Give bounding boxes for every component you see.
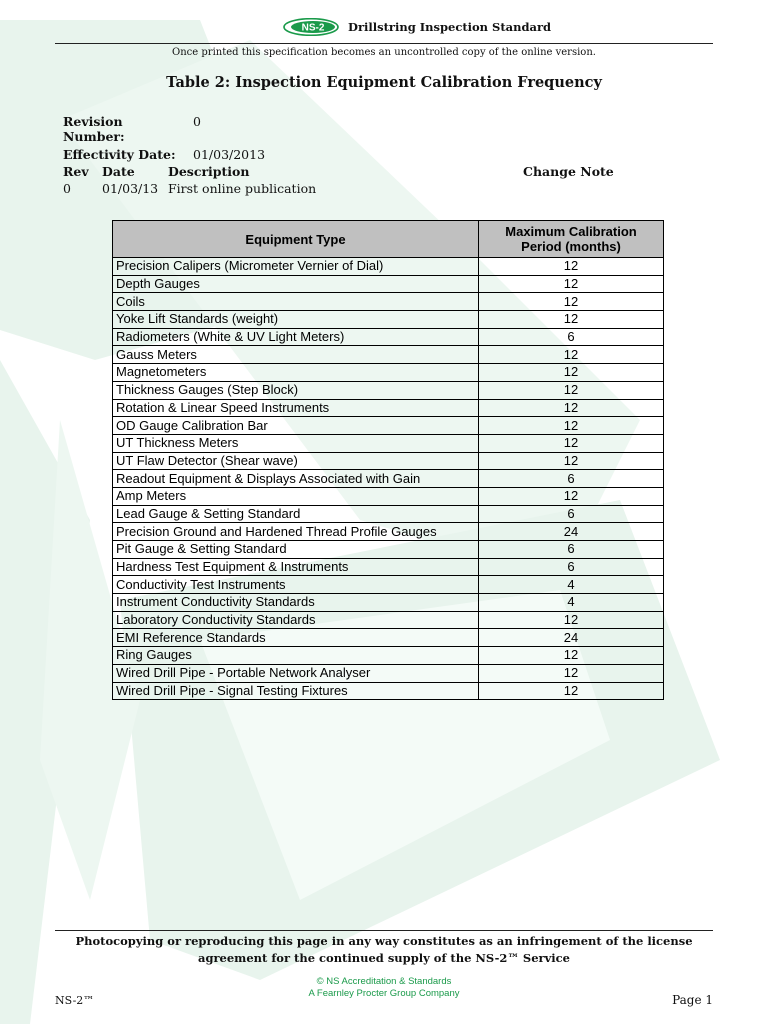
- table-row: [113, 258, 664, 276]
- table-header-row: [113, 221, 664, 258]
- calibration-period-cell: 12: [479, 275, 664, 293]
- copyright-notice: © NS Accreditation & Standards A Fearnley Procter Group Company: [308, 976, 460, 999]
- ns2-logo-text: NS-2: [301, 22, 325, 34]
- table-row: [113, 434, 664, 452]
- footer-rule: [55, 930, 713, 931]
- table-row: [113, 576, 664, 594]
- table-row: [113, 664, 664, 682]
- page-number: Page 1: [672, 993, 713, 1007]
- calibration-period-cell: 12: [479, 293, 664, 311]
- equipment-type-cell: Laboratory Conductivity Standards: [113, 611, 479, 629]
- calibration-period-cell: 4: [479, 594, 664, 612]
- calibration-period-cell: 4: [479, 576, 664, 594]
- equipment-type-cell: UT Thickness Meters: [113, 434, 479, 452]
- equipment-type-cell: Depth Gauges: [113, 275, 479, 293]
- calibration-period-cell: 12: [479, 664, 664, 682]
- equipment-type-cell: OD Gauge Calibration Bar: [113, 417, 479, 435]
- history-header-description: Description: [168, 164, 250, 179]
- table-row: [113, 381, 664, 399]
- equipment-type-cell: Wired Drill Pipe - Portable Network Analyser: [113, 664, 479, 682]
- equipment-type-cell: Thickness Gauges (Step Block): [113, 381, 479, 399]
- calibration-period-cell: 12: [479, 258, 664, 276]
- calibration-period-cell: 12: [479, 364, 664, 382]
- history-header-change-note: Change Note: [523, 164, 614, 179]
- calibration-period-cell: 12: [479, 434, 664, 452]
- column-header-equipment-type: Equipment Type: [113, 221, 479, 258]
- table-row: [113, 541, 664, 559]
- history-row-rev: 0: [63, 181, 71, 196]
- equipment-type-cell: Rotation & Linear Speed Instruments: [113, 399, 479, 417]
- revision-value: 0: [193, 114, 201, 129]
- calibration-period-cell: 12: [479, 346, 664, 364]
- table-row: [113, 558, 664, 576]
- table-row: [113, 647, 664, 665]
- table-row: [113, 682, 664, 700]
- effectivity-value: 01/03/2013: [193, 147, 266, 162]
- calibration-period-cell: 6: [479, 505, 664, 523]
- header-title: Drillstring Inspection Standard: [348, 20, 552, 34]
- table-row: [113, 275, 664, 293]
- calibration-period-cell: 24: [479, 629, 664, 647]
- table-row: [113, 399, 664, 417]
- calibration-period-cell: 12: [479, 647, 664, 665]
- equipment-type-cell: UT Flaw Detector (Shear wave): [113, 452, 479, 470]
- calibration-period-cell: 12: [479, 311, 664, 329]
- history-header-rev: Rev: [63, 164, 89, 179]
- document-title: Table 2: Inspection Equipment Calibration Frequency: [166, 74, 602, 91]
- table-row: [113, 611, 664, 629]
- equipment-type-cell: Precision Ground and Hardened Thread Profile Gauges: [113, 523, 479, 541]
- equipment-type-cell: Hardness Test Equipment & Instruments: [113, 558, 479, 576]
- calibration-period-cell: 12: [479, 487, 664, 505]
- calibration-period-cell: 6: [479, 328, 664, 346]
- equipment-type-cell: Pit Gauge & Setting Standard: [113, 541, 479, 559]
- table-row: [113, 364, 664, 382]
- table-row: [113, 594, 664, 612]
- calibration-period-cell: 6: [479, 541, 664, 559]
- ns2-logo: [283, 18, 339, 36]
- history-row-description: First online publication: [168, 181, 317, 196]
- table-row: [113, 629, 664, 647]
- page-header: [0, 16, 768, 40]
- license-notice: Photocopying or reproducing this page in any way constitutes as an infringement of the license agreement for the continued supply of the NS-2™ Service: [75, 934, 693, 965]
- footer-ns2-mark: NS-2™: [55, 994, 95, 1007]
- equipment-type-cell: Ring Gauges: [113, 647, 479, 665]
- column-header-max-calibration-period: Maximum Calibration Period (months): [479, 221, 664, 258]
- table-row: [113, 523, 664, 541]
- equipment-type-cell: EMI Reference Standards: [113, 629, 479, 647]
- calibration-period-cell: 12: [479, 452, 664, 470]
- table-row: [113, 470, 664, 488]
- calibration-period-cell: 6: [479, 470, 664, 488]
- calibration-period-cell: 12: [479, 611, 664, 629]
- table-row: [113, 346, 664, 364]
- calibration-period-cell: 24: [479, 523, 664, 541]
- calibration-period-cell: 12: [479, 381, 664, 399]
- equipment-type-cell: Gauss Meters: [113, 346, 479, 364]
- equipment-type-cell: Readout Equipment & Displays Associated with Gain: [113, 470, 479, 488]
- calibration-period-cell: 12: [479, 417, 664, 435]
- calibration-period-cell: 6: [479, 558, 664, 576]
- equipment-type-cell: Radiometers (White & UV Light Meters): [113, 328, 479, 346]
- equipment-type-cell: Coils: [113, 293, 479, 311]
- equipment-type-cell: Amp Meters: [113, 487, 479, 505]
- table-row: [113, 417, 664, 435]
- calibration-period-cell: 12: [479, 682, 664, 700]
- equipment-type-cell: Precision Calipers (Micrometer Vernier of Dial): [113, 258, 479, 276]
- equipment-type-cell: Conductivity Test Instruments: [113, 576, 479, 594]
- table-row: [113, 452, 664, 470]
- uncontrolled-copy-notice: Once printed this specification becomes an uncontrolled copy of the online version.: [172, 47, 596, 58]
- table-row: [113, 328, 664, 346]
- calibration-table: [112, 220, 664, 700]
- equipment-type-cell: Lead Gauge & Setting Standard: [113, 505, 479, 523]
- table-row: [113, 505, 664, 523]
- effectivity-label: Effectivity Date:: [63, 147, 176, 162]
- equipment-type-cell: Magnetometers: [113, 364, 479, 382]
- table-row: [113, 311, 664, 329]
- equipment-type-cell: Instrument Conductivity Standards: [113, 594, 479, 612]
- history-row-date: 01/03/13: [102, 181, 159, 196]
- equipment-type-cell: Yoke Lift Standards (weight): [113, 311, 479, 329]
- table-row: [113, 487, 664, 505]
- history-header-date: Date: [102, 164, 135, 179]
- calibration-period-cell: 12: [479, 399, 664, 417]
- header-rule: [55, 43, 713, 44]
- revision-label: Revision Number:: [63, 114, 125, 144]
- table-row: [113, 293, 664, 311]
- equipment-type-cell: Wired Drill Pipe - Signal Testing Fixtures: [113, 682, 479, 700]
